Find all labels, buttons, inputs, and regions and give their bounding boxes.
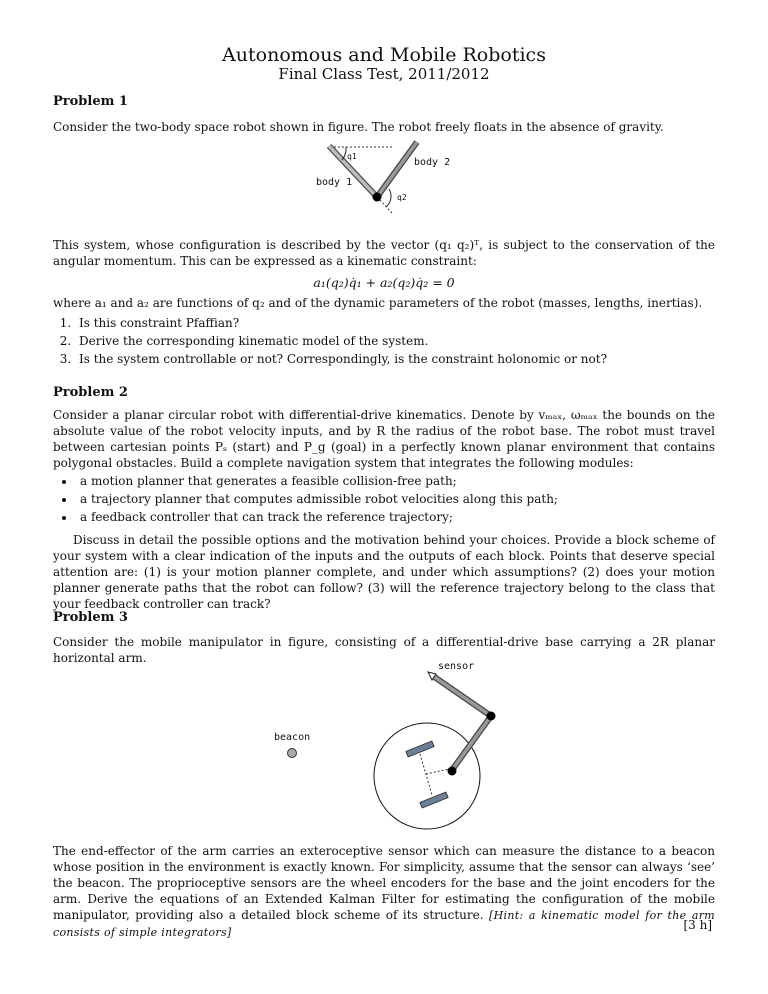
document-title: Autonomous and Mobile Robotics [222, 44, 546, 66]
arm-elbow-joint [487, 712, 496, 721]
problem-2-intro: Consider a planar circular robot with differential-drive kinematics. Denote by vₘₐₓ, ωₘₐₓ the bounds on the absolute value of the robot velocity inputs, and by R the radius of the robot base. The robot must travel between cartesian points Pₛ (start) and P_g (goal) in a perfectly known planar environment that contains polygonal obstacles. Build a complete navigation system that integrates the following modules: [53, 408, 715, 470]
wheel-right [420, 792, 448, 808]
exam-duration: [3 h] [683, 918, 712, 932]
space-robot-figure [300, 138, 470, 220]
module-item: • a feedback controller that can track the reference trajectory; [76, 508, 558, 526]
mobile-manipulator-figure [260, 656, 510, 836]
beacon-label: beacon [274, 732, 311, 743]
constraint-equation: a₁(q₂)q̇₁ + a₂(q₂)q̇₂ = 0 [313, 275, 455, 290]
wheel-axle [420, 754, 432, 795]
problem-1-questions [55, 314, 607, 368]
question-item: 1. Is this constraint Pfaffian? [75, 314, 607, 332]
problem-3-text: The end-effector of the arm carries an exteroceptive sensor which can measure the distance to a beacon whose position in the environment is exactly known. For simplicity, assume that the sensor can always ‘see’ the beacon. The proprioceptive sensors are the wheel encoders for the base and the joint encoders for the arm. Derive the equations of an Extended Kalman Filter for estimating the configuration of the mobile manipulator, providing also a detailed block scheme of its structure. [53, 844, 715, 922]
problem-3-heading: Problem 3 [53, 610, 128, 625]
problem-1-heading: Problem 1 [53, 94, 128, 109]
body-2-label: body 2 [414, 157, 451, 168]
q1-label: q1 [347, 152, 357, 161]
problem-1-para-2: where a₁ and a₂ are functions of q₂ and of the dynamic parameters of the robot (masses, lengths, inertias). [53, 296, 703, 310]
problem-2-modules [56, 472, 558, 526]
sensor-label: sensor [438, 661, 475, 672]
arm-link-2-fill [433, 676, 491, 716]
problem-2-discussion: Discuss in detail the possible options and the motivation behind your choices. Provide a block scheme of your system with a clear indication of the inputs and the outputs of each block. Points that deserve special attention are: (1) is your motion planner complete, and under which assumptions? (2) does your motion planner generate paths that the robot can follow? (3) will the reference trajectory belong to the class that your feedback controller can track? [53, 533, 715, 611]
arm-link-1-fill [452, 716, 491, 770]
problem-3-hint: [Hint: a kinematic model for the arm consists of simple integrators] [53, 909, 715, 939]
q2-label: q2 [397, 193, 407, 202]
problem-2-heading: Problem 2 [53, 385, 128, 400]
arm-base-joint [448, 767, 457, 776]
module-item: • a motion planner that generates a feasible collision-free path; [76, 472, 558, 490]
beacon-icon [288, 749, 297, 758]
q2-arc [386, 189, 391, 207]
question-item: 3. Is the system controllable or not? Correspondingly, is the constraint holonomic or not? [75, 350, 607, 368]
module-item: • a trajectory planner that computes admissible robot velocities along this path; [76, 490, 558, 508]
problem-1-para-1: This system, whose configuration is described by the vector (q₁ q₂)ᵀ, is subject to the conservation of the angular momentum. This can be expressed as a kinematic constraint: [53, 238, 715, 268]
joint-dot [373, 193, 382, 202]
body-2-link-fill [377, 142, 417, 197]
problem-3-intro: Consider the mobile manipulator in figure, consisting of a differential-drive base carrying a 2R planar horizontal arm. [53, 635, 715, 665]
problem-1-intro: Consider the two-body space robot shown in figure. The robot freely floats in the absence of gravity. [53, 120, 664, 134]
robot-base-circle [374, 723, 480, 829]
problem-3-para [53, 843, 715, 941]
axle-to-arm [426, 769, 449, 774]
body-1-label: body 1 [316, 177, 353, 188]
document-subtitle: Final Class Test, 2011/2012 [278, 65, 490, 83]
question-item: 2. Derive the corresponding kinematic model of the system. [75, 332, 607, 350]
